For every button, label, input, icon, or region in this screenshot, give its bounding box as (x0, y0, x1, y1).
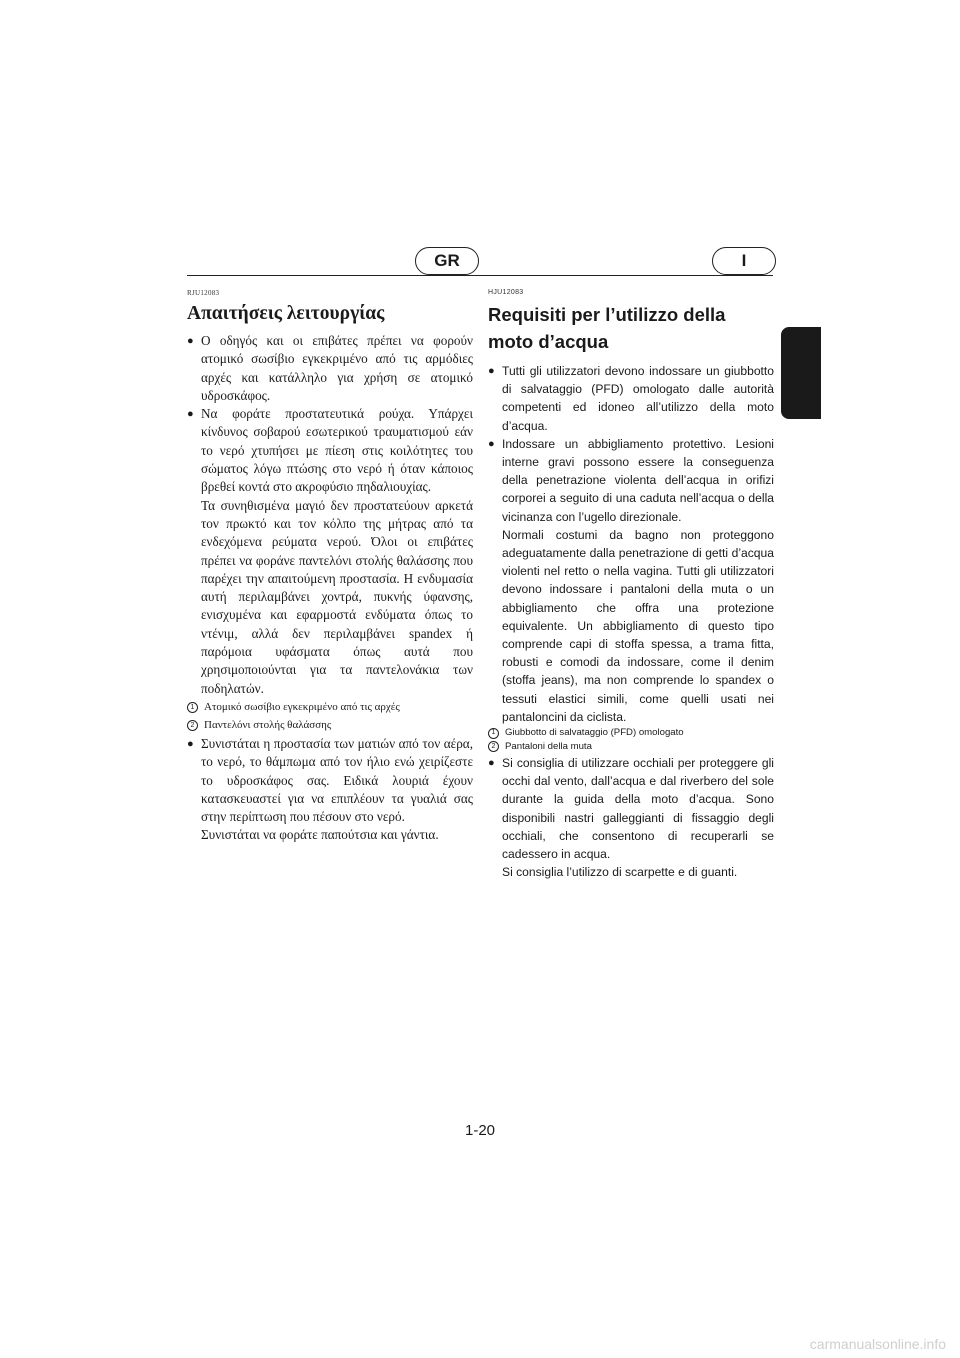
caption-item (187, 699, 473, 716)
bullet-icon: ● (488, 365, 495, 377)
bullet-icon: ● (488, 437, 495, 450)
section-code: HJU12083 (488, 289, 524, 296)
callout-number-icon: 1 (488, 728, 499, 739)
section-title: Requisiti per l’utilizzo della moto d’acqua (488, 304, 726, 352)
callout-number-icon: 2 (488, 741, 499, 752)
caption-text: Παντελόνι στολής θαλάσσης (204, 718, 332, 731)
bullet-text: Normali costumi da bagno non proteggono adeguatamente dalla penetrazione di getti d’acqua violenti nel retto o nella vagina. Tutti gli utilizzatori devono indossare i pantaloni della muta o un abbigliamento che offra una protezione equivalente. Un abbigliamento di questo tipo comprende capi di stoffa spessa, a trama fitta, robusti e comodi da indossare, come il denim (stoffa jeans), ma non comprende lo spandex o tessuti elastici simili, come quelli usati nei pantaloncini da ciclista. (502, 527, 774, 724)
bullet-item (187, 735, 473, 845)
callout-number-icon: 2 (187, 720, 198, 731)
bullet-item (488, 362, 774, 435)
caption-item (187, 717, 473, 734)
bullet-icon: ● (187, 335, 194, 347)
bullet-text: Tutti gli utilizzatori devono indossare un giubbotto di salvataggio (PFD) omologato dalle autorità competenti ed idoneo all’utilizzo della moto d’acqua. (502, 364, 774, 433)
bullet-item (488, 754, 774, 881)
greek-column (187, 289, 473, 845)
page-number: 1-20 (464, 1122, 496, 1139)
watermark-text: carmanualsonline.info (809, 1336, 946, 1352)
italian-column (488, 289, 774, 881)
bullet-text: Συνιστάται να φοράτε παπούτσια και γάντια. (201, 827, 439, 843)
language-badge-gr: GR (415, 247, 479, 275)
language-badge-i: I (712, 247, 776, 275)
caption-text: Pantaloni della muta (505, 740, 592, 752)
section-tab-marker (781, 327, 821, 419)
bullet-icon: ● (488, 757, 495, 770)
caption-text: Giubbotto di salvataggio (PFD) omologato (505, 727, 684, 739)
section-code: RJU12083 (187, 289, 220, 297)
bullet-text: Συνιστάται η προστασία των ματιών από τον αέρα, το νερό, το θάμπωμα από τον ήλιο ενώ χειρίζεστε το υδροσκάφος σας. Ειδικά λουριά έχουν κατασκευαστεί για να επιπλέουν τα γυαλιά σας στην περίπτωση που πέσουν στο νερό. (201, 735, 473, 825)
bullet-item (187, 332, 473, 405)
bullet-icon: ● (187, 737, 194, 750)
caption-item (488, 741, 774, 754)
header-divider (187, 275, 773, 276)
bullet-text: Τα συνηθισμένα μαγιό δεν προστατεύουν αρκετά τον πρωκτό και τον κόλπο της μήτρας από τα ενδεχόμενα ρεύματα νερού. Όλοι οι επιβάτες πρέπει να φοράνε παντελόνι στολής θαλάσσης που παρέχει την απαιτούμενη προστασία. Η ενδυμασία αυτή περιλαμβάνει χοντρά, πυκνής ύφανσης, ενισχυμένα και εφαρμοστά ενδύματα όπως το ντένιμ, αλλά δεν περιλαμβάνει spandex ή παρόμοια υφάσματα όπως αυτά που χρησιμοποιούνται για τα παντελονάκια των ποδηλατών. (201, 497, 473, 696)
bullet-text: Ο οδηγός και οι επιβάτες πρέπει να φορούν ατομικό σωσίβιο εγκεκριμένο από τις αρμόδιες αρχές και κατάλληλο για χρήση σε ατομικό υδροσκάφος. (201, 333, 473, 403)
bullet-text: Si consiglia l’utilizzo di scarpette e di guanti. (502, 865, 738, 880)
bullet-icon: ● (187, 408, 194, 421)
section-title: Απαιτήσεις λειτουργίας (187, 303, 385, 324)
bullet-text: Να φοράτε προστατευτικά ρούχα. Υπάρχει κίνδυνος σοβαρού εσωτερικού τραυματισμού εάν το νερό χτυπήσει με πίεση στις κοιλότητες του σώματος λόγω πτώσης στο νερό ή όταν κάποιος βρεθεί κοντά στο ακροφύσιο πηδαλιουχίας. (201, 406, 473, 495)
callout-number-icon: 1 (187, 702, 198, 713)
bullet-item (488, 435, 774, 726)
caption-text: Ατομικό σωσίβιο εγκεκριμένο από τις αρχές (204, 700, 400, 713)
caption-item (488, 727, 774, 740)
bullet-item (187, 405, 473, 698)
bullet-text: Indossare un abbigliamento protettivo. Lesioni interne gravi possono essere la conseguenza della penetrazione violenta dell’acqua in orifizi corporei a seguito di una caduta nell’acqua o della vicinanza con l’ugello direzionale. (502, 436, 774, 524)
bullet-text: Si consiglia di utilizzare occhiali per proteggere gli occhi dal vento, dall’acqua e dal riverbero del sole durante la guida della moto d’acqua. Sono disponibili nastri galleggianti di fissaggio degli occhiali, che consentono di recuperarli se cadessero in acqua. (502, 756, 774, 862)
